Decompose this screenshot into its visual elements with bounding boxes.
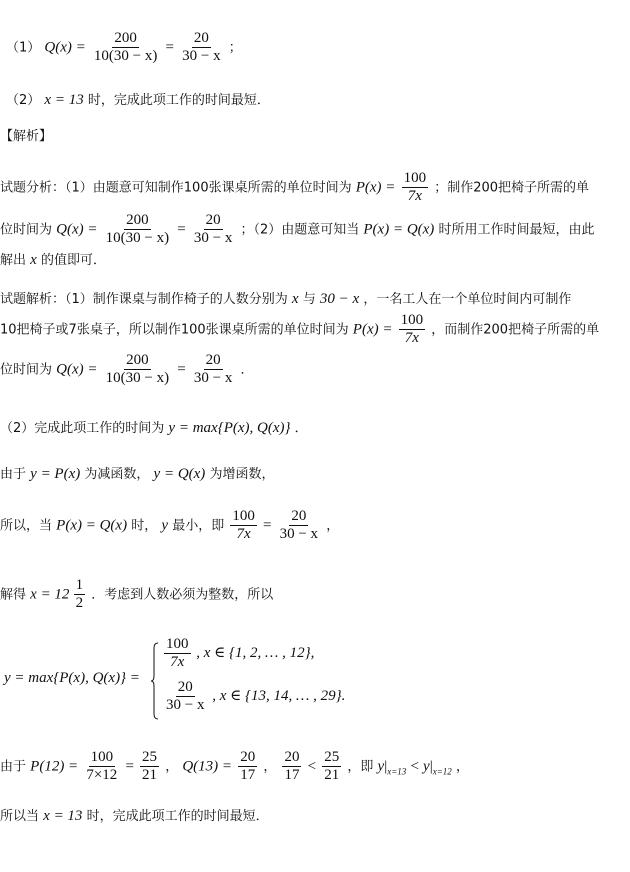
solution-text: 与 bbox=[302, 292, 316, 307]
numerator: 200 bbox=[112, 30, 139, 48]
solution-text: ，即 bbox=[347, 759, 374, 775]
math-expr: P(x) = bbox=[352, 321, 393, 338]
analysis-text: ；制作200把椅子所需的单 bbox=[434, 180, 590, 196]
piecewise-case-1 bbox=[162, 636, 314, 672]
numerator: 25 bbox=[322, 749, 341, 767]
numerator: 200 bbox=[124, 352, 151, 370]
piecewise-lhs: y = max{P(x), Q(x)} = bbox=[4, 670, 140, 686]
denominator: 7×12 bbox=[86, 767, 118, 784]
punctuation: ． bbox=[294, 421, 308, 436]
mixed-fraction bbox=[74, 577, 86, 613]
numerator: 100 bbox=[230, 508, 257, 526]
solution-line-3 bbox=[0, 352, 253, 388]
math-expr: Q(x) = bbox=[56, 361, 98, 378]
equals-sign: = bbox=[177, 361, 186, 378]
denominator: 10(30 − x) bbox=[105, 230, 170, 247]
solution-line-4 bbox=[0, 421, 308, 436]
numerator: 20 bbox=[289, 508, 308, 526]
eval-bar: | bbox=[384, 758, 388, 775]
answer-part1 bbox=[6, 30, 242, 66]
denominator: 30 − x bbox=[182, 48, 221, 65]
math-expr: y = P(x) bbox=[30, 466, 81, 482]
fraction bbox=[278, 508, 320, 544]
solution-text: ，一名工人在一个单位时间内可制作 bbox=[363, 292, 572, 307]
analysis-text: 解出 bbox=[0, 253, 27, 268]
math-var: x bbox=[30, 252, 37, 268]
denominator: 17 bbox=[240, 767, 256, 784]
analysis-line-2 bbox=[0, 212, 594, 248]
punctuation: ， bbox=[165, 759, 179, 775]
fraction bbox=[192, 212, 234, 248]
analysis-text: 试题分析：（1）由题意可知制作100张课桌所需的单位时间为 bbox=[0, 180, 352, 196]
denominator: 30 − x bbox=[193, 230, 233, 247]
math-var: x bbox=[291, 291, 299, 307]
eval-bar: | bbox=[429, 758, 433, 775]
solution-line-2 bbox=[0, 312, 599, 348]
solution-line-6 bbox=[0, 508, 339, 544]
subscript: x=13 bbox=[387, 766, 407, 777]
numerator: 100 bbox=[164, 636, 191, 654]
numerator: 20 bbox=[176, 679, 195, 697]
fraction bbox=[104, 212, 171, 248]
numerator: 1 bbox=[74, 577, 86, 595]
denominator: 30 − x bbox=[193, 370, 233, 387]
fraction bbox=[140, 749, 159, 785]
denominator: 30 − x bbox=[279, 526, 319, 543]
solution-text: 为增函数， bbox=[209, 467, 275, 482]
part-label: （1） bbox=[6, 40, 41, 56]
punctuation: ， bbox=[326, 518, 340, 534]
numerator: 100 bbox=[399, 312, 426, 330]
section-header: 【解析】 bbox=[0, 129, 53, 144]
math-expr: Q(x) = bbox=[44, 39, 86, 56]
denominator: 7x bbox=[170, 654, 185, 671]
numerator: 20 bbox=[282, 749, 301, 767]
math-expr: x = 13 bbox=[43, 808, 83, 824]
punctuation: ， bbox=[263, 759, 277, 775]
solution-text: 由于 bbox=[0, 759, 27, 775]
solution-text: 10把椅子或7张桌子，所以制作100张课桌所需的单位时间为 bbox=[0, 322, 349, 338]
numerator: 100 bbox=[402, 170, 429, 188]
fraction bbox=[230, 508, 257, 544]
part-label: （2） bbox=[6, 93, 41, 108]
numerator: 25 bbox=[140, 749, 159, 767]
solution-line-9 bbox=[0, 809, 269, 824]
equals-sign: = bbox=[165, 39, 174, 56]
fraction bbox=[104, 352, 171, 388]
denominator: 7x bbox=[236, 526, 251, 543]
solution-line-8 bbox=[0, 749, 469, 785]
math-expr: Q(13) = bbox=[182, 758, 233, 775]
solution-line-7 bbox=[0, 577, 273, 613]
analysis-text: 位时间为 bbox=[0, 222, 53, 238]
punctuation: ． bbox=[240, 362, 254, 378]
fraction bbox=[282, 749, 301, 785]
denominator: 2 bbox=[75, 595, 84, 612]
solution-text: 所以，当 bbox=[0, 518, 53, 534]
math-expr: P(x) = bbox=[355, 179, 396, 196]
equals-sign: = bbox=[125, 758, 134, 775]
denominator: 7x bbox=[404, 330, 419, 347]
solution-line-1 bbox=[0, 292, 571, 307]
fraction bbox=[180, 30, 222, 66]
math-expr: Q(x) = bbox=[56, 221, 98, 238]
fraction bbox=[402, 170, 429, 206]
solution-text: ，而制作200把椅子所需的单 bbox=[431, 322, 600, 338]
math-expr: x = 13 bbox=[44, 92, 84, 108]
denominator: 21 bbox=[324, 767, 340, 784]
math-var: y bbox=[377, 758, 385, 775]
solution-text: 为减函数， bbox=[84, 467, 150, 482]
denominator: 7x bbox=[407, 188, 422, 205]
equals-sign: = bbox=[177, 221, 186, 238]
analysis-text: 的值即可． bbox=[40, 253, 106, 268]
math-expr: y = Q(x) bbox=[153, 466, 206, 482]
solution-text: 由于 bbox=[0, 467, 27, 482]
answer-text: 时，完成此项工作的时间最短． bbox=[87, 93, 270, 108]
answer-part2 bbox=[6, 93, 270, 108]
case-condition: , x ∈ {13, 14, … , 29}. bbox=[212, 688, 346, 705]
case-condition: , x ∈ {1, 2, … , 12}, bbox=[196, 645, 315, 662]
numerator: 20 bbox=[238, 749, 257, 767]
numerator: 20 bbox=[204, 352, 223, 370]
analysis-line-3 bbox=[0, 253, 106, 268]
solution-text: 时， bbox=[131, 518, 158, 534]
punctuation: ； bbox=[228, 40, 242, 56]
analysis-line-1 bbox=[0, 170, 589, 206]
fraction bbox=[322, 749, 341, 785]
solution-text: 最小，即 bbox=[172, 518, 225, 534]
fraction bbox=[164, 636, 191, 672]
math-expr: P(12) = bbox=[30, 758, 79, 775]
math-var: y bbox=[161, 517, 169, 534]
denominator: 30 − x bbox=[166, 697, 205, 714]
math-expr: y = max{P(x), Q(x)} bbox=[168, 420, 291, 436]
numerator: 20 bbox=[192, 30, 211, 48]
less-than-sign: < bbox=[410, 758, 419, 775]
analysis-text: ；（2）由题意可知当 bbox=[240, 222, 360, 238]
denominator: 10(30 − x) bbox=[105, 370, 170, 387]
numerator: 20 bbox=[204, 212, 223, 230]
solution-text: （2）完成此项工作的时间为 bbox=[0, 421, 165, 436]
solution-text: 位时间为 bbox=[0, 362, 53, 378]
fraction bbox=[192, 352, 234, 388]
solution-text: 试题解析：（1）制作课桌与制作椅子的人数分别为 bbox=[0, 292, 288, 307]
equals-sign: = bbox=[262, 517, 272, 534]
solution-text: 时，完成此项工作的时间最短． bbox=[86, 809, 269, 824]
numerator: 100 bbox=[89, 749, 116, 767]
math-expr: 30 − x bbox=[319, 291, 360, 307]
denominator: 17 bbox=[284, 767, 300, 784]
math-expr: P(x) = Q(x) bbox=[56, 517, 128, 534]
left-brace bbox=[151, 642, 159, 720]
solution-line-5 bbox=[0, 467, 274, 482]
analysis-text: 时所用工作时间最短，由此 bbox=[438, 222, 595, 238]
solution-text: 所以当 bbox=[0, 809, 40, 824]
math-expr: P(x) = Q(x) bbox=[363, 221, 435, 238]
solution-text: 解得 bbox=[0, 587, 27, 603]
fraction bbox=[238, 749, 257, 785]
fraction bbox=[84, 749, 119, 785]
denominator: 10(30 − x) bbox=[93, 48, 158, 65]
fraction bbox=[164, 679, 206, 715]
less-than-sign: < bbox=[307, 758, 317, 775]
numerator: 200 bbox=[124, 212, 151, 230]
denominator: 21 bbox=[142, 767, 158, 784]
fraction bbox=[92, 30, 159, 66]
fraction bbox=[399, 312, 426, 348]
piecewise-case-2 bbox=[162, 679, 345, 715]
subscript: x=12 bbox=[432, 766, 452, 777]
punctuation: ， bbox=[455, 759, 469, 775]
math-var: y bbox=[423, 758, 430, 775]
math-expr: x = 12 bbox=[30, 586, 70, 603]
solution-text: ．考虑到人数必须为整数，所以 bbox=[91, 587, 274, 603]
